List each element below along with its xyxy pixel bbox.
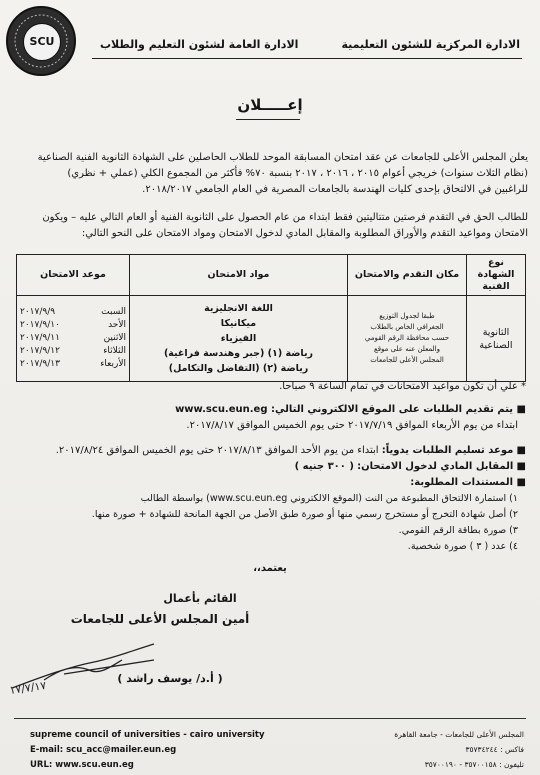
date-day: الاثنين: [103, 333, 126, 343]
approved-label: يعتمد،،: [253, 563, 287, 574]
rights-line: الامتحان ومواعيد التقدم والأوراق المطلوبة والمقابل المادي لدخول الامتحان ومواد الامتحان على النحو التالي:: [81, 228, 528, 239]
dates-cell: [17, 296, 130, 382]
online-period: ابتداء من يوم الأربعاء الموافق ٢٠١٧/٧/١٩ حتى يوم الخميس الموافق ٢٠١٧/٨/١٧.: [186, 420, 518, 431]
date-row: [20, 358, 126, 371]
intro-line: يعلن المجلس الأعلى للجامعات عن عقد امتحان المسابقة الموحد للطلاب الحاصلين على الشهادة الثانوية الفنية الصناعية: [37, 152, 528, 163]
website-link[interactable]: www.scu.eun.eg: [175, 404, 268, 415]
exam-schedule-table: [16, 254, 526, 382]
header-subjects: مواد الامتحان: [130, 255, 348, 296]
required-docs-heading: [410, 476, 526, 490]
subjects-cell: [130, 296, 348, 382]
svg-text:١٧/٧/١٧: ١٧/٧/١٧: [8, 678, 48, 697]
exam-fee: [295, 460, 526, 474]
announcement-title: إعـــــلان: [237, 96, 303, 114]
subject-item: ميكانيكا: [220, 318, 257, 329]
council-seal-logo: [6, 6, 76, 76]
cert-type-cell: الثانوية الصناعية: [467, 296, 526, 382]
intro-paragraph: [12, 150, 528, 198]
exam-time-note: * علي أن تكون مواعيد الامتحانات في تمام الساعة ٩ صباحا.: [279, 381, 526, 392]
table-header-row: [17, 255, 526, 296]
central-administration-heading: الادارة المركزية للشئون التعليمية: [341, 38, 520, 51]
place-line: الجغرافي الخاص بالطلاب: [370, 323, 444, 331]
doc-item: ٤) عدد ( ٣ ) صورة شخصية.: [407, 541, 518, 552]
date-value: ٢٠١٧/٩/٩: [20, 307, 56, 317]
intro-line: للراغبين في الالتحاق بإحدى كليات الهندسة بالجامعات المصرية في العام الجامعي ٢٠١٨/٢٠١٧.: [142, 184, 528, 195]
intro-line: (نظام الثلاث سنوات) خريجي أعوام ٢٠١٥ ، ٢٠١٦ ، ٢٠١٧ بنسبة ٧٠% فأكثر من المجموع الكلي (عملي + نظري): [67, 168, 528, 179]
date-value: ٢٠١٧/٩/١٣: [20, 359, 60, 369]
bullet-icon: ■: [513, 477, 526, 488]
subject-item: الفيزياء: [220, 333, 257, 344]
title-underline: [236, 119, 300, 120]
header-cert-type: نوع الشهادة الفنية: [467, 255, 526, 296]
docs-label: المستندات المطلوبة:: [410, 477, 514, 488]
date-row: [20, 345, 126, 358]
footer-email[interactable]: E-mail: scu_acc@mailer.eun.eg: [30, 745, 177, 755]
subject-item: رياضة (٢) (التفاضل والتكامل): [168, 363, 309, 374]
bullet-icon: ■: [513, 404, 526, 415]
date-row: [20, 332, 126, 345]
header-place: مكان التقدم والامتحان: [348, 255, 467, 296]
manual-text: ابتداء من يوم الأحد الموافق ٢٠١٧/٨/١٣ حتى يوم الخميس الموافق ٢٠١٧/٨/٢٤.: [55, 445, 379, 456]
place-line: حسب محافظة الرقم القومي: [364, 334, 450, 342]
fee-label: المقابل المادي لدخول الامتحان:: [357, 461, 514, 472]
manual-submission: [56, 444, 526, 458]
general-administration-heading: الادارة العامة لشئون التعليم والطلاب: [100, 38, 299, 51]
date-row: [20, 306, 126, 319]
header-dates: موعد الامتحان: [17, 255, 130, 296]
date-value: ٢٠١٧/٩/١٠: [20, 320, 60, 330]
rights-paragraph: [12, 210, 528, 242]
rights-line: للطالب الحق في التقدم فرصتين متتاليتين فقط ابتداء من عام الحصول على الثانوية الفنية أو العام التالي عليه – ويكون: [42, 212, 528, 223]
date-value: ٢٠١٧/٩/١١: [20, 333, 60, 343]
signatory-title: أمين المجلس الأعلى للجامعات: [70, 612, 250, 626]
doc-item: ٢) أصل شهادة التخرج أو مستخرج رسمي منها أو صورة طبق الأصل من الجهة المانحة للشهادة + صورة منها.: [91, 509, 518, 520]
fee-value: ( ٣٠٠ جنيه ): [294, 461, 354, 472]
signatory-role: القائم بأعمال: [163, 592, 237, 605]
place-line: المجلس الأعلى للجامعات: [370, 356, 444, 364]
date-row: [20, 319, 126, 332]
date-day: الأحد: [108, 320, 126, 330]
table-row: [17, 296, 526, 382]
doc-item: ١) استمارة الالتحاق المطبوعة من النت (الموقع الالكتروني www.scu.eun.eg) بواسطة الطالب: [140, 493, 518, 504]
date-value: ٢٠١٧/٩/١٢: [20, 346, 60, 356]
footer-phone: تليفون : ٣٥٧٠٠١٥٨ - ٣٥٧٠٠١٩٠: [424, 760, 524, 769]
place-line: طبقا لجدول التوزيع: [379, 312, 435, 320]
online-label: يتم تقديم الطلبات على الموقع الالكتروني التالي:: [270, 404, 514, 415]
header-divider: [92, 58, 522, 59]
doc-item: ٣) صورة بطاقة الرقم القومي.: [398, 525, 518, 536]
footer-url[interactable]: URL: www.scu.eun.eg: [30, 760, 134, 770]
footer-fax: فاكس : ٣٥٧٣٤٢٤٤: [465, 745, 524, 754]
subject-item: رياضة (١) (جبر وهندسة فراغية): [163, 348, 314, 359]
signatory-name: ( أ.د/ يوسف راشد ): [117, 672, 223, 685]
footer-divider: [14, 718, 526, 719]
date-day: الأربعاء: [100, 359, 126, 369]
footer-org-en: supreme council of universities - cairo university: [30, 730, 265, 740]
place-cell: [348, 296, 467, 382]
subject-item: اللغة الانجليزية: [204, 303, 273, 314]
online-submission: [175, 403, 526, 417]
date-day: السبت: [101, 307, 126, 317]
date-day: الثلاثاء: [103, 346, 126, 356]
footer-org-ar: المجلس الأعلى للجامعات - جامعة القاهرة: [394, 730, 524, 739]
bullet-icon: ■: [513, 445, 526, 456]
handwritten-signature: [4, 640, 174, 700]
place-line: والمعلن عنه على موقع: [373, 345, 440, 353]
manual-label: موعد تسليم الطلبات يدوياً:: [381, 445, 514, 456]
bullet-icon: ■: [513, 461, 526, 472]
seal-text: SCU: [23, 23, 61, 61]
